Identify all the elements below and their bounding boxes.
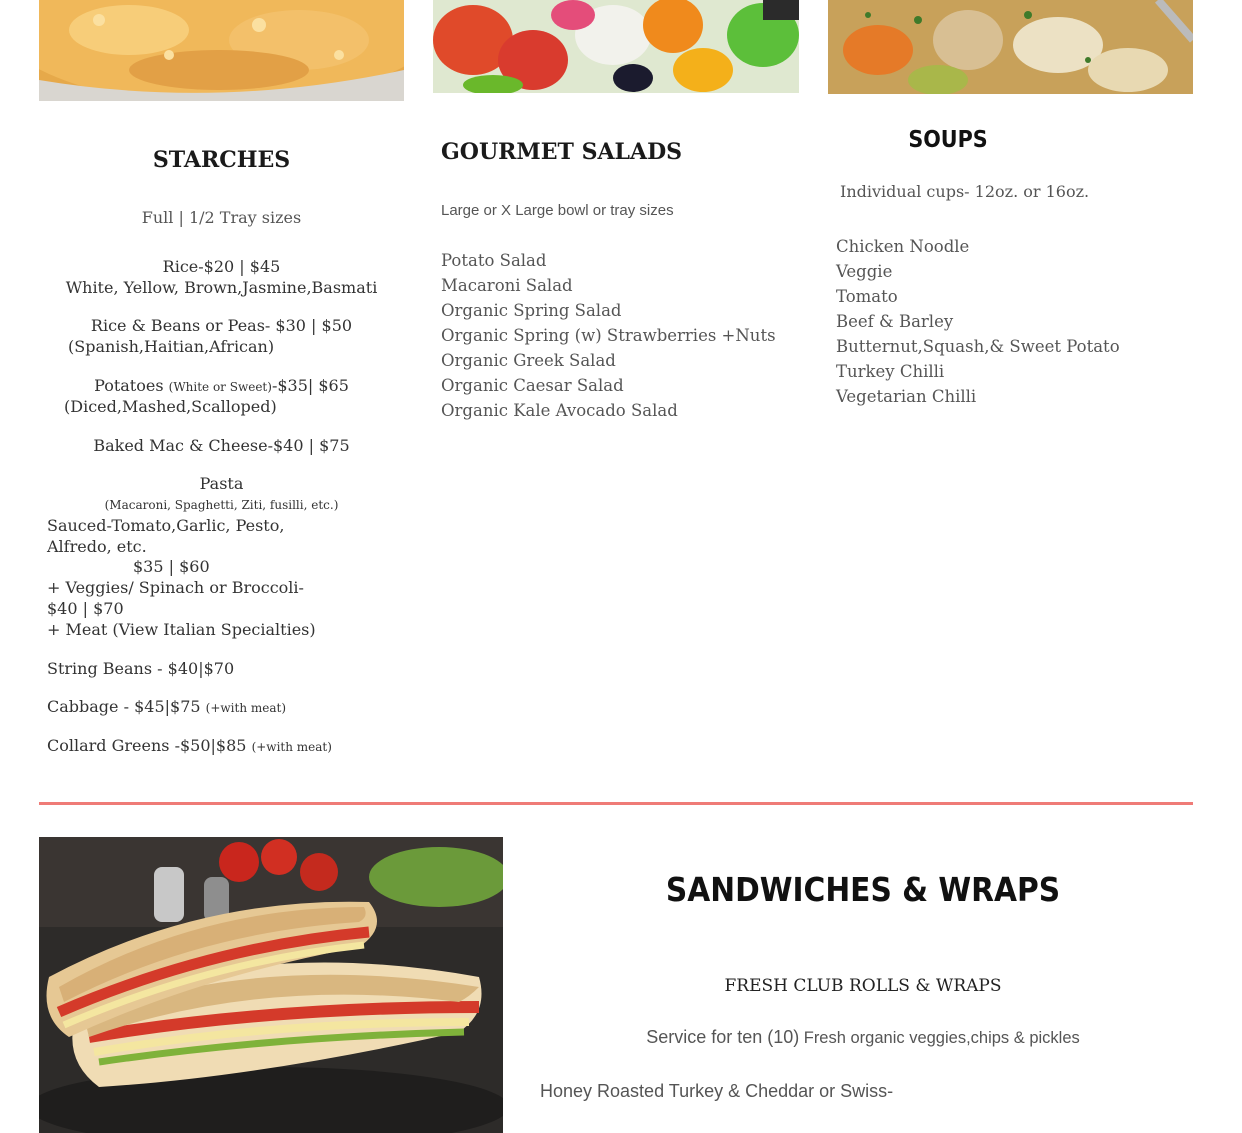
sandwiches-service <box>533 1027 1193 1048</box>
sandwich-item: Honey Roasted Turkey & Cheddar or Swiss- <box>540 1081 894 1101</box>
collards-note: (+with meat) <box>251 740 332 754</box>
soup-photo <box>828 0 1193 94</box>
soups-title: SOUPS <box>908 127 988 153</box>
salads-list <box>441 248 776 423</box>
collards-price: Collard Greens -$50|$85 <box>47 736 247 755</box>
rice-beans-item: Rice & Beans or Peas- $30 | $50 <box>90 316 353 335</box>
list-item: Chicken Noodle <box>836 237 970 256</box>
potatoes-item <box>39 376 404 395</box>
pasta-types: (Macaroni, Spaghetti, Ziti, fusilli, etc.) <box>104 498 339 512</box>
pasta-sauce-line1: Sauced-Tomato,Garlic, Pesto, <box>47 516 285 535</box>
list-item: Beef & Barley <box>836 312 954 331</box>
string-beans-item: String Beans - $40|$70 <box>47 659 235 678</box>
soups-subtitle: Individual cups- 12oz. or 16oz. <box>840 182 1090 201</box>
sandwich-photo <box>39 837 503 1133</box>
list-item: Vegetarian Chilli <box>836 387 977 406</box>
list-item: Macaroni Salad <box>441 276 573 295</box>
service-extra: Fresh organic veggies,chips & pickles <box>803 1029 1080 1047</box>
list-item: Organic Spring Salad <box>441 301 622 320</box>
pasta-item: Pasta <box>199 474 244 493</box>
section-divider <box>39 802 1193 805</box>
rice-beans-types: (Spanish,Haitian,African) <box>68 337 275 356</box>
potatoes-note: (White or Sweet) <box>168 380 272 394</box>
pasta-sauce-line2: Alfredo, etc. <box>47 537 147 556</box>
potatoes-label: Potatoes <box>94 376 164 395</box>
list-item: Organic Greek Salad <box>441 351 616 370</box>
pasta-price: $35 | $60 <box>133 557 210 576</box>
meat-line: + Meat (View Italian Specialties) <box>47 620 316 639</box>
potatoes-types: (Diced,Mashed,Scalloped) <box>64 397 277 416</box>
starches-title: STARCHES <box>152 147 291 173</box>
list-item: Organic Caesar Salad <box>441 376 624 395</box>
sandwiches-subtitle: FRESH CLUB ROLLS & WRAPS <box>724 976 1002 996</box>
veggies-line1: + Veggies/ Spinach or Broccoli- <box>47 578 304 597</box>
salads-title: GOURMET SALADS <box>441 139 683 165</box>
veggies-line2: $40 | $70 <box>47 599 124 618</box>
list-item: Veggie <box>836 262 893 281</box>
list-item: Potato Salad <box>441 251 547 270</box>
collards-item <box>47 736 332 755</box>
list-item: Organic Kale Avocado Salad <box>441 401 678 420</box>
list-item: Tomato <box>836 287 898 306</box>
cabbage-price: Cabbage - $45|$75 <box>47 697 201 716</box>
cabbage-item <box>47 697 286 716</box>
sandwiches-title: SANDWICHES & WRAPS <box>665 870 1061 909</box>
list-item: Turkey Chilli <box>836 362 945 381</box>
salad-photo <box>433 0 799 93</box>
starches-subtitle: Full | 1/2 Tray sizes <box>141 208 302 227</box>
salads-subtitle: Large or X Large bowl or tray sizes <box>441 202 674 219</box>
list-item: Organic Spring (w) Strawberries +Nuts <box>441 326 776 345</box>
soups-list <box>836 234 1120 409</box>
service-text: Service for ten (10) <box>646 1027 800 1047</box>
rice-types: White, Yellow, Brown,Jasmine,Basmati <box>65 278 378 297</box>
cabbage-note: (+with meat) <box>205 701 287 715</box>
potatoes-price: -$35| $65 <box>271 376 349 395</box>
mac-item: Baked Mac & Cheese-$40 | $75 <box>93 436 350 455</box>
list-item: Butternut,Squash,& Sweet Potato <box>836 337 1120 356</box>
mac-and-cheese-photo <box>39 0 404 101</box>
rice-item: Rice-$20 | $45 <box>162 257 281 276</box>
